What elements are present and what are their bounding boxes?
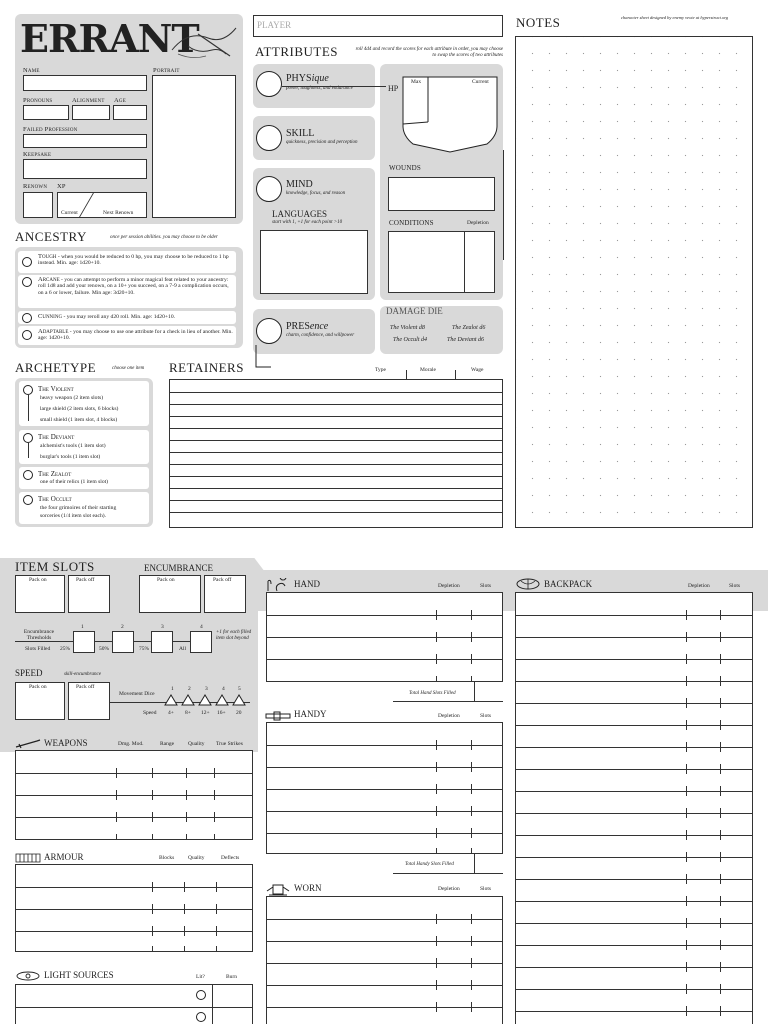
light-lit-toggle-1[interactable] — [196, 990, 206, 1000]
light-lit-toggle-2[interactable] — [196, 1012, 206, 1022]
damage-die-deviant: The Deviant d6 — [447, 337, 484, 343]
ancestry-adaptable-radio[interactable] — [22, 330, 32, 340]
armour-title: ARMOUR — [44, 852, 84, 862]
archetype-title: ARCHETYPE — [15, 360, 97, 375]
conditions-field[interactable] — [388, 231, 495, 293]
speed-title: SPEED — [15, 668, 43, 678]
hand-total-label: Total Hand Slots Filled — [409, 691, 456, 696]
physique-name: PHYSique — [286, 73, 329, 84]
conditions-depletion-label: Depletion — [467, 220, 489, 226]
mind-desc: knowledge, focus, and reason — [286, 191, 346, 196]
armour-icon — [15, 853, 41, 863]
ancestry-arcane-radio[interactable] — [22, 277, 32, 287]
age-field[interactable] — [113, 105, 147, 120]
ancestry-note: once per session abilities. you may choose to be older — [110, 235, 218, 240]
failed-profession-label: Failed Profession — [23, 126, 78, 133]
attributes-title: ATTRIBUTES — [255, 44, 338, 59]
languages-field[interactable] — [260, 230, 368, 294]
hp-max-label: Max — [411, 79, 422, 85]
hand-title: HAND — [294, 579, 320, 589]
item-slots-title: ITEM SLOTS — [15, 559, 95, 574]
encumbrance-title: ENCUMBRANCE — [144, 563, 214, 573]
next-renown-label: Next Renown — [103, 210, 134, 216]
mind-name: MIND — [286, 179, 313, 190]
speed-label: Speed — [143, 710, 157, 716]
skill-score-circle[interactable] — [256, 125, 282, 151]
light-sources-title: LIGHT SOURCES — [44, 970, 114, 980]
mind-score-circle[interactable] — [256, 176, 282, 202]
light-sources-table[interactable] — [15, 984, 253, 1024]
archetype-deviant-radio[interactable] — [23, 433, 33, 443]
renown-label: Renown — [23, 183, 48, 190]
skill-desc: quickness, precision and perception — [286, 140, 358, 145]
presence-name: PRESence — [286, 321, 329, 332]
damage-die-violent: The Violent d8 — [390, 325, 425, 331]
languages-note: start with 1, +1 for each point >10 — [272, 220, 343, 225]
pronouns-label: Pronouns — [23, 97, 53, 104]
archetype-occult-radio[interactable] — [23, 495, 33, 505]
attributes-note: roll 4d4 and record the scores for each attribute in order, you may choose to swap the scores of two attributes — [355, 47, 503, 58]
ancestry-title: ANCESTRY — [15, 229, 87, 244]
presence-desc: charm, confidence, and willpower — [286, 333, 355, 338]
conditions-label: CONDITIONS — [389, 219, 434, 227]
damage-die-title: DAMAGE DIE — [386, 306, 443, 316]
slots-filled-label: Slots Filled — [25, 646, 51, 652]
sword-hand-icon — [168, 20, 240, 62]
ancestry-tough-radio[interactable] — [22, 257, 32, 267]
renown-field[interactable] — [23, 192, 53, 218]
name-label: Name — [23, 67, 40, 74]
languages-title: LANGUAGES — [272, 209, 327, 219]
retainers-col-morale: Morale — [420, 367, 436, 373]
xp-label: XP — [57, 183, 66, 190]
retainers-title: RETAINERS — [169, 360, 244, 375]
retainers-table[interactable] — [169, 379, 503, 528]
archetype-violent-radio[interactable] — [23, 385, 33, 395]
skill-name: SKILL — [286, 128, 315, 139]
weapons-title: WEAPONS — [44, 738, 88, 748]
hp-shield[interactable] — [402, 76, 498, 154]
armour-table[interactable] — [15, 864, 253, 952]
errant-logo: ERRANT — [20, 16, 199, 61]
age-label: Age — [114, 97, 126, 104]
belt-icon — [265, 711, 291, 721]
handy-title: HANDY — [294, 709, 327, 719]
enc-threshold-1[interactable] — [73, 631, 95, 653]
movement-dice-label: Movement Dice — [119, 691, 155, 697]
physique-desc: power, toughness, and endurance — [286, 86, 353, 91]
handy-table[interactable] — [266, 722, 503, 854]
shirt-icon — [265, 884, 291, 896]
retainers-col-wage: Wage — [471, 367, 484, 373]
hand-icon — [265, 578, 291, 592]
presence-score-circle[interactable] — [256, 318, 282, 344]
alignment-field[interactable] — [72, 105, 110, 120]
retainers-col-type: Type — [375, 367, 386, 373]
movement-dice-triangles[interactable] — [163, 693, 249, 707]
worn-title: WORN — [294, 883, 322, 893]
wounds-field[interactable] — [388, 177, 495, 211]
keepsake-field[interactable] — [23, 159, 147, 179]
damage-die-zealot: The Zealot d6 — [452, 325, 486, 331]
backpack-icon — [515, 578, 541, 590]
handy-total-label: Total Handy Slots Filled — [405, 862, 454, 867]
player-placeholder: PLAYER — [257, 20, 292, 30]
damage-die-occult: The Occult d4 — [393, 337, 427, 343]
weapons-table[interactable] — [15, 750, 253, 840]
backpack-table[interactable] — [515, 592, 753, 1024]
speed-note: skill-encumbrance — [64, 672, 101, 677]
keepsake-label: Keepsake — [23, 151, 52, 158]
hp-label: HP — [388, 84, 399, 93]
enc-note: +1 for each filled item slot beyond — [216, 630, 252, 641]
current-label: Current — [61, 210, 78, 216]
physique-score-circle[interactable] — [256, 71, 282, 97]
archetype-note: choose one item — [112, 366, 145, 371]
portrait-label: Portrait — [153, 67, 180, 74]
enc-threshold-2[interactable] — [112, 631, 134, 653]
alignment-label: Alignment — [72, 97, 105, 104]
hand-table[interactable] — [266, 592, 503, 682]
notes-title: NOTES — [516, 15, 561, 30]
backpack-title: BACKPACK — [544, 579, 593, 589]
lantern-icon — [15, 971, 41, 981]
pronouns-field[interactable] — [23, 105, 69, 120]
failed-profession-field[interactable] — [23, 134, 147, 148]
notes-field[interactable] — [515, 36, 753, 528]
name-field[interactable] — [23, 75, 147, 91]
wounds-label: WOUNDS — [389, 164, 421, 172]
hp-current-label: Current — [472, 79, 489, 85]
ancestry-cunning-radio[interactable] — [22, 313, 32, 323]
portrait-field[interactable] — [152, 75, 236, 218]
worn-table[interactable] — [266, 896, 503, 1024]
enc-thresholds-label: Encumbrance Thresholds — [23, 629, 55, 641]
credit-line: character sheet designed by enemy veote at hyperstruct.org — [621, 15, 729, 20]
archetype-zealot-radio[interactable] — [23, 470, 33, 480]
enc-threshold-3[interactable] — [151, 631, 173, 653]
sword-icon — [15, 739, 41, 749]
enc-threshold-4[interactable] — [190, 631, 212, 653]
